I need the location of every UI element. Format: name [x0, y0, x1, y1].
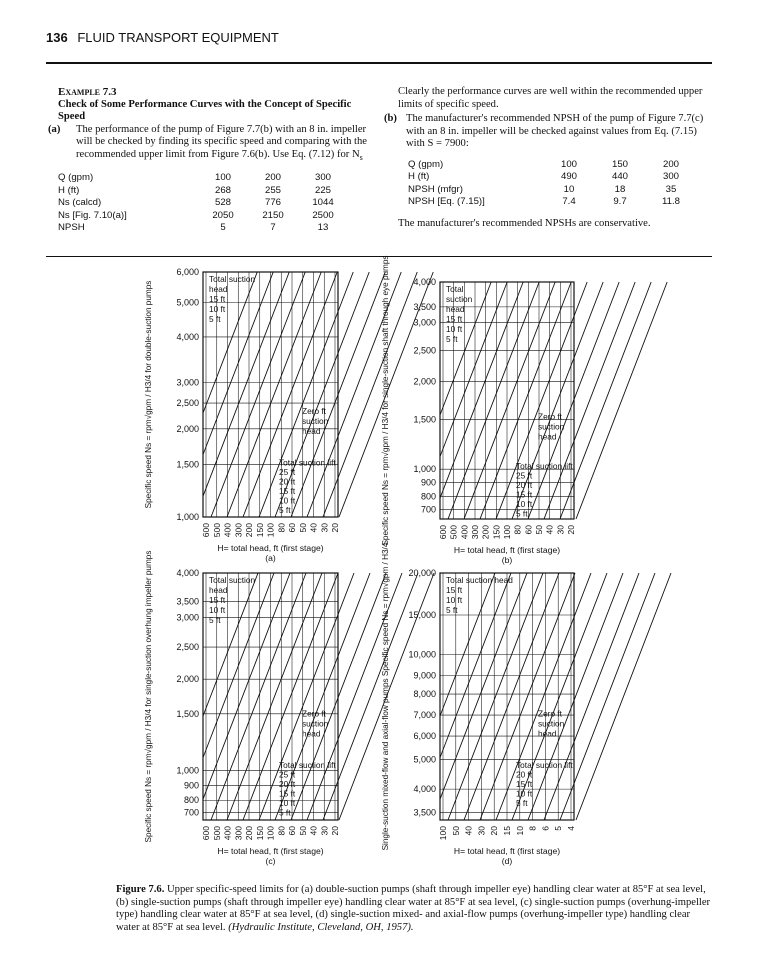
- x-tick-label: 20: [330, 826, 340, 836]
- legend-suction-head: 10 ft: [446, 595, 463, 605]
- legend-suction-head: head: [209, 284, 228, 294]
- legend-suction-head: head: [446, 304, 465, 314]
- x-tick-label: 200: [244, 523, 254, 538]
- cell-value: 5: [220, 222, 226, 234]
- cell-value: 528: [214, 197, 231, 209]
- cell-value: 2050: [212, 209, 234, 221]
- x-tick-label: 40: [544, 525, 555, 535]
- legend-suction-head: Total suction: [209, 575, 256, 585]
- legend-zero-suction: Zero ft: [538, 708, 562, 719]
- limit-curve: [576, 573, 671, 820]
- cell-value: 225: [314, 184, 331, 196]
- caption-label: Figure 7.6.: [116, 884, 165, 895]
- x-tick-label: 20: [330, 523, 340, 533]
- x-tick-label: 300: [233, 523, 244, 538]
- y-axis-label: Specific speed Ns = rpm√gpm / H3/4 for double-suction pumps: [144, 280, 153, 509]
- x-tick-label: 200: [244, 826, 254, 841]
- x-tick-label: 50: [450, 826, 461, 836]
- limit-curve: [227, 573, 322, 820]
- row-label: Ns [Fig. 7.10(a)]: [58, 209, 127, 221]
- cell-value: 300: [314, 172, 331, 184]
- legend-suction-lift: 15 ft: [516, 489, 533, 500]
- cell-value: 440: [611, 171, 628, 182]
- y-tick-label: 5,000: [413, 754, 436, 765]
- y-tick-label: 800: [420, 491, 436, 502]
- limit-curve: [259, 272, 353, 517]
- y-tick-label: 1,500: [413, 414, 436, 425]
- panel-tag: (c): [265, 856, 276, 866]
- y-tick-label: 700: [183, 807, 199, 818]
- x-tick-label: 100: [265, 523, 276, 538]
- y-tick-label: 3,000: [413, 317, 436, 328]
- row-label: H (ft): [408, 171, 430, 182]
- x-tick-label: 600: [438, 525, 448, 540]
- caption-source: (Hydraulic Institute, Cleveland, OH, 1957).: [228, 921, 414, 933]
- x-tick-label: 150: [254, 523, 265, 538]
- row-label: Q (gpm): [408, 158, 444, 170]
- legend-suction-head: 5 ft: [209, 615, 221, 625]
- y-tick-label: 3,500: [413, 301, 436, 312]
- legend-suction-lift: 20 ft: [516, 480, 533, 491]
- y-tick-label: 20,000: [408, 568, 436, 578]
- row-label: NPSH [Eq. (7.15)]: [408, 196, 485, 207]
- y-tick-label: 2,500: [413, 345, 436, 356]
- limit-curve: [528, 573, 623, 820]
- y-tick-label: 4,000: [413, 277, 436, 287]
- x-tick-label: 80: [276, 523, 287, 533]
- x-tick-label: 200: [480, 525, 491, 540]
- x-tick-label: 6: [540, 826, 551, 831]
- y-tick-label: 6,000: [413, 731, 436, 742]
- x-tick-label: 500: [211, 826, 222, 841]
- x-tick-label: 30: [319, 523, 330, 533]
- y-tick-label: 8,000: [413, 689, 436, 700]
- x-tick-label: 600: [201, 523, 211, 538]
- panel-tag: (b): [501, 555, 513, 565]
- legend-suction-head: 5 ft: [446, 605, 458, 615]
- limit-curve: [464, 573, 559, 820]
- panel-tag: (a): [265, 553, 276, 563]
- part-b-label: (b): [384, 113, 397, 124]
- example-label: Example 7.3: [58, 86, 117, 98]
- x-tick-label: 40: [308, 523, 319, 533]
- cell-value: 300: [662, 171, 679, 182]
- legend-suction-lift: 5 ft: [279, 505, 291, 516]
- cell-value: 776: [264, 197, 281, 209]
- y-tick-label: 2,500: [176, 642, 199, 653]
- cell-value: 200: [264, 172, 281, 184]
- y-axis-label: Specific speed Ns = rpm√gpm / H3/4 for single-suction shaft through eye pumps: [381, 255, 390, 546]
- legend-zero-suction: suction: [538, 718, 565, 729]
- y-tick-label: 1,500: [176, 708, 199, 719]
- legend-suction-lift: 20 ft: [279, 476, 296, 487]
- legend-suction-head: 10 ft: [209, 605, 226, 615]
- y-tick-label: 700: [420, 504, 436, 515]
- legend-suction-head: head: [209, 585, 228, 595]
- cell-value: 10: [563, 183, 575, 195]
- legend-zero-suction: suction: [302, 718, 329, 729]
- legend-zero-suction: suction: [302, 416, 329, 427]
- x-tick-label: 150: [254, 826, 265, 841]
- x-tick-label: 500: [211, 523, 222, 538]
- legend-suction-head: 10 ft: [209, 304, 226, 314]
- x-tick-label: 20: [566, 525, 576, 535]
- figure-caption: [116, 884, 712, 934]
- y-tick-label: 2,000: [413, 376, 436, 387]
- y-tick-label: 5,000: [176, 297, 199, 308]
- legend-zero-suction: suction: [538, 421, 565, 432]
- cell-value: 1044: [312, 197, 334, 209]
- cell-value: 9.7: [613, 196, 627, 207]
- x-axis-label: H= total head, ft (first stage): [217, 846, 324, 856]
- cell-value: 255: [264, 184, 281, 196]
- legend-suction-lift: 15 ft: [279, 486, 296, 497]
- legend-suction-head: 15 ft: [446, 314, 463, 324]
- part-a-text: The performance of the pump of Figure 7.7(b) with an 8 in. impeller will be checked by finding its specific speed and comparing with the recommended upper limit from Figure 7.6(b). Use Eq. (7.12) for N: [76, 123, 367, 160]
- y-tick-label: 1,000: [413, 464, 436, 475]
- x-tick-label: 30: [476, 826, 487, 836]
- x-tick-label: 30: [555, 525, 566, 535]
- legend-suction-head: 15 ft: [209, 294, 226, 304]
- legend-zero-suction: head: [302, 426, 321, 437]
- cell-value: 200: [662, 158, 679, 170]
- legend-suction-lift: 10 ft: [516, 499, 533, 510]
- y-tick-label: 10,000: [408, 649, 436, 660]
- legend-suction-lift: 20 ft: [516, 769, 533, 780]
- x-tick-label: 8: [527, 826, 538, 831]
- legend-zero-suction: head: [538, 728, 557, 739]
- conclusion: The manufacturer's recommended NPSHs are conservative.: [398, 217, 651, 229]
- x-tick-label: 80: [276, 826, 287, 836]
- x-tick-label: 400: [459, 525, 470, 540]
- legend-suction-lift: 5 ft: [279, 807, 291, 818]
- y-tick-label: 1,500: [176, 459, 199, 470]
- x-tick-label: 50: [534, 525, 544, 535]
- x-tick-label: 400: [222, 826, 233, 841]
- y-tick-label: 9,000: [413, 670, 436, 681]
- legend-suction-lift: 15 ft: [279, 788, 296, 799]
- x-tick-label: 150: [491, 525, 502, 540]
- x-tick-label: 5: [553, 826, 564, 831]
- x-tick-label: 400: [222, 523, 233, 538]
- x-tick-label: 100: [438, 826, 448, 841]
- part-b-text: The manufacturer's recommended NPSH of the pump of Figure 7.7(c) with an 8 in. impeller will be checked against values from Eq. (7.15) with S = 7900:: [406, 113, 704, 149]
- cell-value: 7.4: [562, 196, 576, 207]
- x-tick-label: 80: [512, 525, 523, 535]
- row-label: H (ft): [58, 184, 80, 196]
- legend-suction-head: Total suction: [209, 274, 256, 284]
- row-label: Q (gpm): [58, 172, 94, 184]
- x-tick-label: 600: [201, 826, 211, 841]
- cell-value: 150: [611, 158, 628, 170]
- page-number: 136: [46, 30, 68, 45]
- cell-value: 11.8: [662, 196, 680, 207]
- x-tick-label: 15: [502, 826, 512, 836]
- cell-value: 490: [560, 171, 577, 182]
- x-tick-label: 100: [502, 525, 512, 540]
- legend-suction-lift: 10 ft: [516, 788, 533, 799]
- x-axis-label: H= total head, ft (first stage): [217, 543, 324, 553]
- x-tick-label: 20: [489, 826, 500, 836]
- legend-suction-lift: Total suction lift: [279, 457, 336, 468]
- example-title: Check of Some Performance Curves with the Concept of Specific Speed: [58, 98, 352, 122]
- y-tick-label: 1,000: [176, 512, 199, 522]
- legend-zero-suction: Zero ft: [302, 708, 326, 719]
- limit-curve: [496, 573, 591, 820]
- y-tick-label: 4,000: [413, 784, 436, 795]
- x-tick-label: 100: [265, 826, 276, 841]
- x-tick-label: 50: [297, 523, 308, 533]
- row-label: NPSH: [58, 222, 85, 234]
- legend-suction-lift: 25 ft: [279, 467, 296, 478]
- legend-suction-head: Total: [446, 284, 464, 294]
- y-tick-label: 6,000: [176, 267, 199, 277]
- legend-suction-lift: Total suction lift: [516, 461, 573, 472]
- limit-curve: [227, 272, 321, 517]
- legend-suction-lift: 5 ft: [516, 508, 528, 519]
- legend-zero-suction: head: [302, 728, 321, 739]
- legend-suction-lift: 15 ft: [516, 779, 533, 790]
- legend-suction-lift: Total suction lift: [516, 760, 573, 771]
- x-tick-label: 500: [448, 525, 459, 540]
- x-tick-label: 30: [319, 826, 330, 836]
- x-tick-label: 10: [514, 826, 525, 836]
- y-tick-label: 3,500: [176, 596, 199, 607]
- legend-zero-suction: Zero ft: [538, 411, 562, 422]
- row-label: NPSH (mfgr): [408, 183, 463, 195]
- cell-value: 100: [560, 158, 577, 170]
- x-tick-label: 4: [566, 826, 576, 831]
- cell-value: 13: [317, 222, 329, 234]
- legend-zero-suction: Zero ft: [302, 406, 326, 417]
- y-tick-label: 7,000: [413, 710, 436, 721]
- limit-curve: [259, 573, 354, 820]
- legend-suction-head: 5 ft: [446, 334, 458, 344]
- x-axis-label: H= total head, ft (first stage): [453, 545, 561, 555]
- part-a-label: (a): [48, 123, 61, 135]
- x-tick-label: 40: [463, 826, 474, 836]
- y-tick-label: 2,000: [176, 674, 199, 685]
- legend-suction-head: 15 ft: [446, 585, 463, 595]
- x-axis-label: H= total head, ft (first stage): [453, 846, 561, 856]
- running-title: FLUID TRANSPORT EQUIPMENT: [77, 30, 279, 45]
- y-tick-label: 3,500: [413, 807, 436, 818]
- legend-suction-lift: Total suction lift: [279, 760, 336, 771]
- legend-zero-suction: head: [538, 431, 557, 442]
- x-tick-label: 60: [523, 525, 534, 535]
- legend-suction-head: 15 ft: [209, 595, 226, 605]
- y-tick-label: 3,000: [176, 377, 199, 388]
- x-tick-label: 300: [470, 525, 480, 540]
- part-a-sub: s: [359, 152, 363, 162]
- y-axis-label: Specific speed Ns = rpm√gpm / H3/4 for single-suction overhung impeller pumps: [144, 550, 153, 843]
- y-tick-label: 4,000: [176, 568, 199, 578]
- cell-value: 2150: [262, 209, 284, 221]
- y-axis-label: Single-suction mixed-flow and axial-flow pumps Specific speed Ns = rpm√gpm / H3/4: [381, 542, 390, 851]
- y-tick-label: 900: [183, 780, 199, 791]
- limit-curve: [323, 573, 418, 820]
- legend-suction-lift: 25 ft: [279, 769, 296, 780]
- cell-value: 2500: [312, 209, 334, 221]
- legend-suction-head: suction: [446, 294, 473, 304]
- legend-suction-head: 5 ft: [209, 314, 221, 324]
- y-tick-label: 900: [420, 477, 436, 488]
- x-tick-label: 300: [233, 826, 244, 841]
- panel-tag: (d): [501, 856, 513, 866]
- x-tick-label: 60: [287, 523, 297, 533]
- y-tick-label: 800: [183, 795, 199, 806]
- legend-suction-lift: 25 ft: [516, 470, 533, 481]
- cell-value: 100: [214, 172, 231, 184]
- legend-suction-lift: 10 ft: [279, 798, 296, 809]
- cell-value: 268: [214, 184, 231, 196]
- y-tick-label: 2,500: [176, 398, 199, 409]
- limit-curve: [323, 272, 417, 517]
- y-tick-label: 4,000: [176, 331, 199, 342]
- caption-text: Upper specific-speed limits for (a) double-suction pumps (shaft through impeller eye) handling clear water at 85°F at sea level, (b) single-suction pumps (shaft through impeller eye) handling clear water at 85°F at sea level, (c) single-suction pumps (overhung-impeller type) handling clear water at 85°F at sea level, (d) single-suction mixed- and axial-flow pumps (overhung-impeller type) handling clear water at 85°F at sea level.: [116, 884, 711, 933]
- legend-suction-lift: 10 ft: [279, 495, 296, 506]
- y-tick-label: 1,000: [176, 765, 199, 776]
- legend-suction-head: 10 ft: [446, 324, 463, 334]
- y-tick-label: 3,000: [176, 612, 199, 623]
- y-tick-label: 2,000: [176, 423, 199, 434]
- x-tick-label: 50: [297, 826, 308, 836]
- cell-value: 35: [665, 183, 677, 195]
- cell-value: 7: [270, 222, 276, 234]
- legend-suction-lift: 5 ft: [516, 798, 528, 809]
- x-tick-label: 60: [287, 826, 297, 836]
- legend-suction-head: Total suction head: [446, 575, 513, 585]
- right-intro: Clearly the performance curves are well within the recommended upper limits of specific speed.: [398, 86, 703, 110]
- x-tick-label: 40: [308, 826, 319, 836]
- row-label: Ns (calcd): [58, 197, 102, 209]
- cell-value: 18: [614, 183, 626, 195]
- legend-suction-lift: 20 ft: [279, 779, 296, 790]
- y-tick-label: 15,000: [408, 609, 436, 620]
